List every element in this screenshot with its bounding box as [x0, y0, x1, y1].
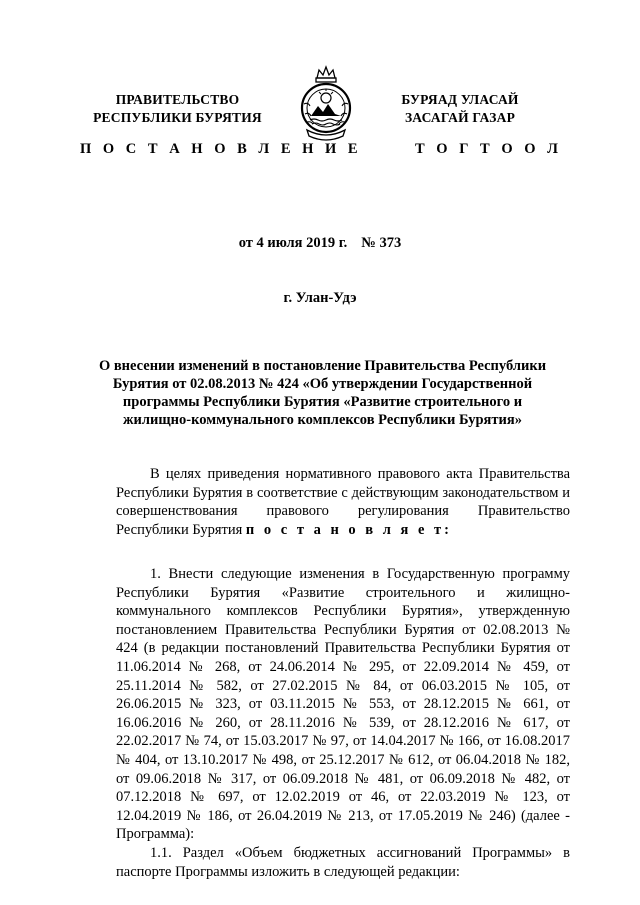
intro-paragraph: [116, 465, 570, 539]
header-left-line1: ПРАВИТЕЛЬСТВО: [115, 92, 240, 107]
city: г. Улан-Удэ: [283, 290, 357, 306]
header-left-line2: РЕСПУБЛИКИ БУРЯТИЯ: [93, 110, 262, 125]
item-1-text: 1. Внести следующие изменения в Государственную программу Республики Бурятия «Развитие строительного и жилищно-коммунального комплексов Республики Бурятия», утвержденную постановлением Правительства Республики Бурятия от 02.08.2013 № 424 (в редакции постановлений Правительства Республики Бурятия от 11.06.2014 № 268, от 24.06.2014 № 295, от 22.09.2014 № 459, от 25.11.2014 № 582, от 27.02.2015 № 84, от 06.03.2015 № 105, от 26.06.2015 № 323, от 03.11.2015 № 553, от 28.12.2015 № 661, от 16.06.2016 № 260, от 28.11.2016 № 539, от 28.12.2016 № 617, от 22.02.2017 № 74, от 15.03.2017 № 97, от 14.04.2017 № 166, от 16.08.2017 № 404, от 13.10.2017 № 498, от 25.12.2017 № 612, от 06.04.2018 № 182, от 09.06.2018 № 317, от 06.09.2018 № 481, от 06.09.2018 № 482, от 07.12.2018 № 697, от 12.02.2019 от 46, от 22.03.2019 № 123, от 12.04.2019 № 186, от 26.04.2019 № 213, от 17.05.2019 № 246) (далее - Программа):: [116, 566, 570, 843]
item-1-1-text: 1.1. Раздел «Объем бюджетных ассигнований Программы» в паспорте Программы изложить в следующей редакции:: [116, 844, 570, 880]
header-left-doc-type: П О С Т А Н О В Л Е Н И Е: [80, 141, 362, 157]
document-title: О внесении изменений в постановление Правительства Республики Бурятия от 02.08.2013 № 424 «Об утверждении Государственной программы Республики Бурятия «Развитие строительного и жилищно-коммунального комплексов Республики Бурятия»: [98, 358, 547, 428]
item-1-paragraph: [116, 565, 570, 881]
header-right-doc-type: Т О Г Т О О Л: [415, 141, 562, 157]
document-date: от 4 июля 2019 г.: [238, 235, 348, 251]
intro-text: В целях приведения нормативного правового акта Правительства Республики Бурятия в соответствие с действующим законодательством и совершенствования правового регулирования Правительство Республики Бурятия: [116, 466, 570, 538]
date-line: [0, 235, 640, 252]
document-number: № 373: [361, 235, 402, 251]
header-right-line1: БУРЯАД УЛАСАЙ: [401, 92, 519, 107]
coat-of-arms-icon: [297, 64, 355, 150]
header-left: [85, 91, 270, 127]
header-right: [375, 91, 545, 127]
intro-verb: п о с т а н о в л я е т:: [245, 521, 452, 538]
header-right-line2: ЗАСАГАЙ ГАЗАР: [404, 110, 516, 125]
